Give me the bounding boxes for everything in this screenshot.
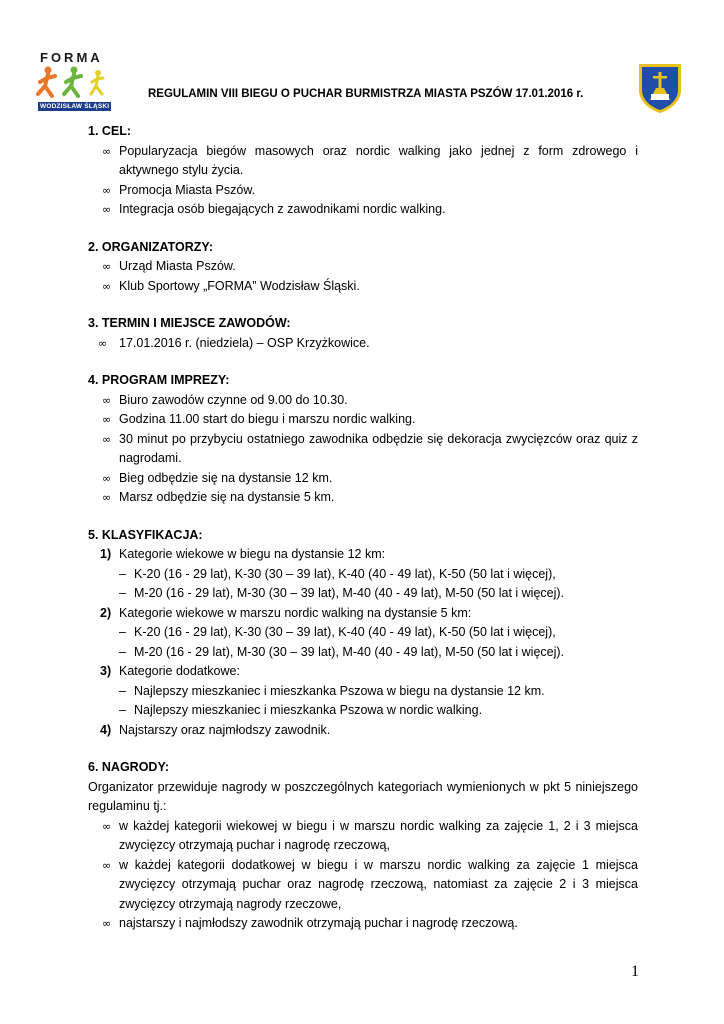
list-item: 1) Kategorie wiekowe w biegu na dystansie 12 km: – K-20 (16 - 29 lat), K-30 (30 – 39 lat), K-40 (40 - 49 lat), K-50 (50 lat i więcej), – M-20 (16 - 29 lat), M-30 (30 – 39 lat), M-40 (40 - 49 lat), M-50 (50 lat i więcej). (88, 545, 638, 604)
sub-item: – K-20 (16 - 29 lat), K-30 (30 – 39 lat), K-40 (40 - 49 lat), K-50 (50 lat i więcej), (119, 623, 638, 643)
bullet-icon: ∞ (102, 819, 112, 833)
dash-icon: – (119, 566, 126, 581)
dash-icon: – (119, 644, 126, 659)
nagrody-list (88, 817, 638, 934)
list-item: ∞ w każdej kategorii wiekowej w biegu i w marszu nordic walking za zajęcie 1, 2 i 3 miejsca zwycięzcy otrzymają puchar i nagrodę rzeczową, (102, 818, 638, 852)
bullet-icon: ∞ (102, 203, 112, 216)
item-number: 2) (100, 605, 112, 620)
list-item: ∞ 17.01.2016 r. (niedziela) – OSP Krzyżkowice. (88, 334, 638, 354)
bullet-icon: ∞ (102, 858, 112, 872)
bullet-icon: ∞ (102, 491, 112, 504)
section-heading-program: 4. PROGRAM IMPREZY: (88, 373, 230, 387)
bullet-icon: ∞ (102, 432, 112, 446)
sub-item: – K-20 (16 - 29 lat), K-30 (30 – 39 lat), K-40 (40 - 49 lat), K-50 (50 lat i więcej), (119, 565, 638, 585)
bullet-icon: ∞ (102, 260, 112, 273)
sub-list (119, 682, 638, 721)
list-item: ∞ Biuro zawodów czynne od 9.00 do 10.30. (88, 391, 638, 411)
town-crest (636, 62, 684, 114)
forma-logo (36, 50, 116, 114)
sub-list (119, 565, 638, 604)
sub-list (119, 623, 638, 662)
document-title: REGULAMIN VIII BIEGU O PUCHAR BURMISTRZA MIASTA PSZÓW 17.01.2016 r. (148, 88, 584, 100)
bullet-icon: ∞ (102, 471, 112, 485)
runners-icon (36, 64, 116, 104)
crest-icon (636, 62, 684, 114)
dash-icon: – (119, 625, 126, 639)
list-item: ∞ Urząd Miasta Pszów. (88, 257, 638, 277)
sub-item: – M-20 (16 - 29 lat), M-30 (30 – 39 lat), M-40 (40 - 49 lat), M-50 (50 lat i więcej). (119, 643, 638, 663)
logo-city: WODZISŁAW ŚLĄSKI (40, 103, 110, 110)
list-item: ∞ Klub Sportowy „FORMA” Wodzisław Śląski. (88, 277, 638, 297)
organizatorzy-list (88, 257, 638, 296)
cel-list (88, 142, 638, 220)
section-heading-nagrody: 6. NAGRODY: (88, 760, 170, 774)
bullet-icon: ∞ (98, 336, 108, 350)
list-item: ∞ najstarszy i najmłodszy zawodnik otrzymają puchar i nagrodę rzeczową. (88, 914, 638, 934)
dash-icon: – (119, 703, 126, 717)
section-heading-termin: 3. TERMIN I MIEJSCE ZAWODÓW: (88, 316, 291, 330)
item-number: 1) (100, 547, 112, 561)
list-item: ∞ Promocja Miasta Pszów. (88, 181, 638, 201)
list-item: ∞ Godzina 11.00 start do biegu i marszu nordic walking. (88, 410, 638, 430)
list-item: ∞ Bieg odbędzie się na dystansie 12 km. (88, 469, 638, 489)
document-body (88, 122, 638, 934)
sub-item: – Najlepszy mieszkaniec i mieszkanka Pszowa w biegu na dystansie 12 km. (119, 682, 638, 702)
sub-item: – Najlepszy mieszkaniec i mieszkanka Pszowa w nordic walking. (119, 701, 638, 721)
logo-text: FORMA (40, 50, 103, 65)
bullet-icon: ∞ (102, 279, 112, 293)
list-item: ∞ 30 minut po przybyciu ostatniego zawodnika odbędzie się dekoracja zwycięzców oraz quiz z nagrodami. (102, 431, 638, 465)
item-number: 3) (100, 664, 112, 678)
list-item: 4) Najstarszy oraz najmłodszy zawodnik. (88, 721, 638, 741)
bullet-icon: ∞ (102, 393, 112, 407)
termin-list (88, 334, 638, 354)
bullet-icon: ∞ (102, 144, 112, 158)
section-heading-cel: 1. CEL: (88, 124, 132, 138)
program-list (88, 391, 638, 508)
list-item: 2) Kategorie wiekowe w marszu nordic walking na dystansie 5 km: – K-20 (16 - 29 lat), K-30 (30 – 39 lat), K-40 (40 - 49 lat), K-50 (50 lat i więcej), – M-20 (16 - 29 lat), M-30 (30 – 39 lat), M-40 (40 - 49 lat), M-50 (50 lat i więcej). (88, 604, 638, 663)
dash-icon: – (119, 683, 126, 698)
item-number: 4) (100, 722, 112, 737)
nagrody-intro: Organizator przewiduje nagrody w poszczególnych kategoriach wymienionych w pkt 5 niniejszego regulaminu tj.: (88, 779, 638, 813)
section-heading-organizatorzy: 2. ORGANIZATORZY: (88, 239, 213, 254)
klasyfikacja-list (88, 545, 638, 740)
list-item: ∞ Marsz odbędzie się na dystansie 5 km. (88, 488, 638, 508)
bullet-icon: ∞ (102, 917, 112, 930)
list-item: 3) Kategorie dodatkowe: – Najlepszy mieszkaniec i mieszkanka Pszowa w biegu na dystansie 12 km. – Najlepszy mieszkaniec i mieszkanka Pszowa w nordic walking. (88, 662, 638, 721)
list-item: ∞ w każdej kategorii dodatkowej w biegu i w marszu nordic walking za zajęcie 1 miejsca zwycięzcy otrzymają puchar oraz nagrodę rzeczową, natomiast za zajęcie 2 i 3 miejsca zwycięzcy otrzymają nagrody rzeczowe, (102, 857, 638, 911)
dash-icon: – (119, 586, 126, 600)
section-heading-klasyfikacja: 5. KLASYFIKACJA: (88, 527, 203, 542)
sub-item: – M-20 (16 - 29 lat), M-30 (30 – 39 lat), M-40 (40 - 49 lat), M-50 (50 lat i więcej). (119, 584, 638, 604)
bullet-icon: ∞ (102, 183, 112, 197)
bullet-icon: ∞ (102, 413, 112, 426)
list-item: ∞ Integracja osób biegających z zawodnikami nordic walking. (88, 200, 638, 220)
page-number: 1 (631, 963, 639, 980)
list-item: ∞ Popularyzacja biegów masowych oraz nordic walking jako jednej z form zdrowego i aktywnego stylu życia. (102, 143, 638, 177)
